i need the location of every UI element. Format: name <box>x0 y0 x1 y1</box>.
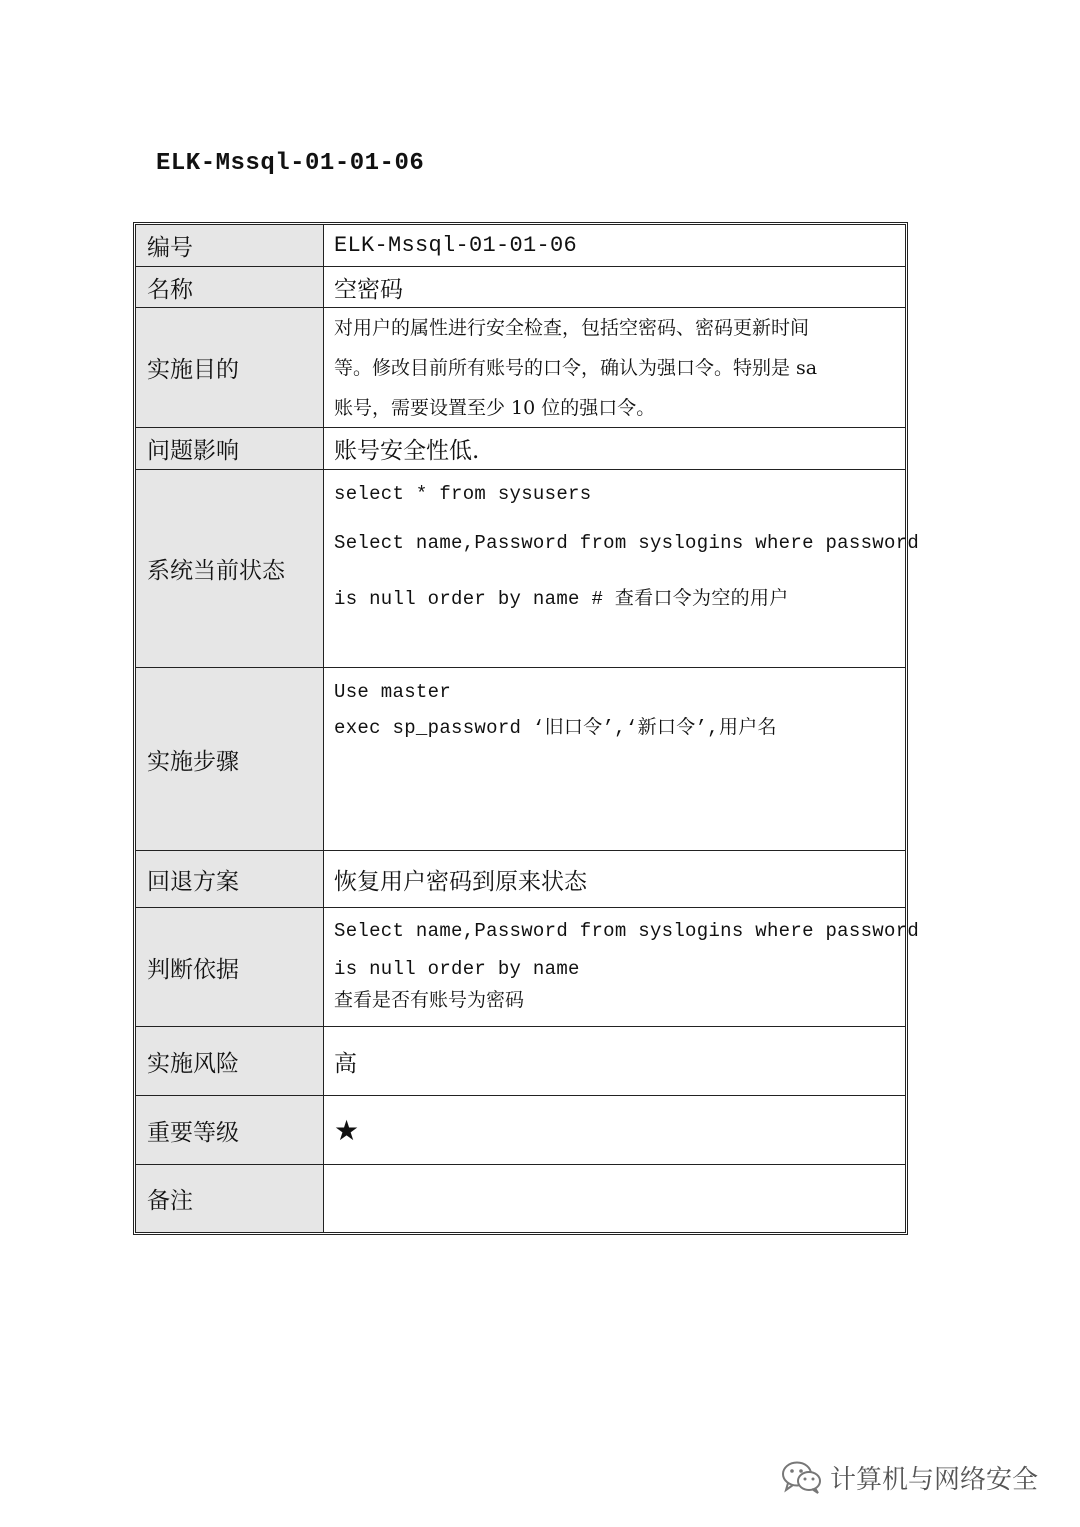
label-criteria: 判断依据 <box>136 908 324 1026</box>
steps-line: exec sp_password ‘旧口令’,‘新口令’,用户名 <box>334 717 777 739</box>
value-steps <box>324 668 905 850</box>
criteria-line: Select name,Password from syslogins where password <box>334 920 920 942</box>
label-level: 重要等级 <box>136 1096 324 1164</box>
watermark <box>780 1458 1038 1496</box>
wechat-icon <box>780 1458 824 1496</box>
label-rollback: 回退方案 <box>136 851 324 907</box>
criteria-line: 查看是否有账号为密码 <box>334 989 525 1011</box>
value-risk: 高 <box>334 1050 357 1077</box>
spec-table <box>133 222 920 1235</box>
status-line: select * from sysusers <box>334 483 592 505</box>
row-name <box>136 266 905 307</box>
row-criteria <box>136 907 920 1026</box>
label-status: 系统当前状态 <box>136 470 324 667</box>
row-status <box>136 469 920 667</box>
row-risk <box>136 1026 905 1095</box>
row-level <box>136 1095 905 1164</box>
row-remark <box>136 1164 905 1232</box>
value-rollback: 恢复用户密码到原来状态 <box>334 868 587 895</box>
value-status <box>324 470 927 667</box>
label-impact: 问题影响 <box>136 428 324 469</box>
value-id: ELK-Mssql-01-01-06 <box>334 233 578 258</box>
label-name: 名称 <box>136 267 324 307</box>
purpose-line: 账号，需要设置至少 10 位的强口令。 <box>334 397 656 419</box>
value-purpose <box>324 308 905 427</box>
row-purpose <box>136 307 905 427</box>
row-steps <box>136 667 905 850</box>
value-criteria <box>324 908 927 1026</box>
row-impact <box>136 427 905 469</box>
status-line: is null order by name # 查看口令为空的用户 <box>334 588 789 610</box>
status-line: Select name,Password from syslogins where password <box>334 532 920 554</box>
label-steps: 实施步骤 <box>136 668 324 850</box>
row-id <box>136 225 905 266</box>
label-purpose: 实施目的 <box>136 308 324 427</box>
criteria-line: is null order by name <box>334 958 580 980</box>
label-id: 编号 <box>136 225 324 266</box>
watermark-text: 计算机与网络安全 <box>830 1464 1039 1495</box>
value-name: 空密码 <box>334 276 403 303</box>
document-heading: ELK-Mssql-01-01-06 <box>156 150 425 177</box>
label-risk: 实施风险 <box>136 1027 324 1095</box>
label-remark: 备注 <box>136 1165 324 1232</box>
value-remark <box>324 1165 905 1232</box>
value-impact: 账号安全性低. <box>334 438 480 464</box>
purpose-line: 对用户的属性进行安全检查，包括空密码、密码更新时间 <box>334 317 810 339</box>
purpose-line: 等。修改目前所有账号的口令，确认为强口令。特别是 sa <box>334 357 818 379</box>
value-level-star: ★ <box>334 1113 360 1147</box>
row-rollback <box>136 850 905 907</box>
steps-line: Use master <box>334 681 452 703</box>
